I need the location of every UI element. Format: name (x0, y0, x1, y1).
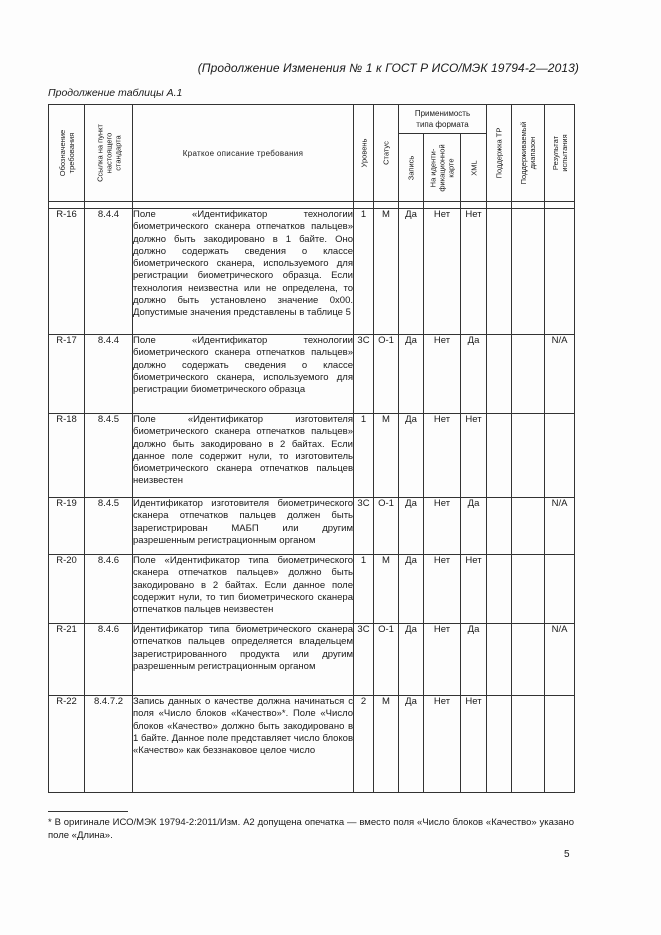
req-record: Да (399, 498, 424, 555)
req-description: Идентификатор изготовителя биометрического сканера отпечатков пальцев должен быть зарегистрирован МАБП или другим разрешенным регистрационным органом (133, 498, 354, 555)
req-tr-support (487, 414, 512, 498)
table-row (49, 696, 575, 793)
header-designation: Обозначение требования (49, 105, 85, 202)
req-range (512, 414, 545, 498)
page-number: 5 (564, 849, 570, 860)
req-xml: Да (461, 498, 487, 555)
req-id: R-21 (49, 624, 85, 696)
req-xml: Да (461, 335, 487, 414)
req-description: Поле «Идентификатор изготовителя биометрического сканера отпечатков пальцев» должно быть закодировано в 2 байтах. Если данное поле содержит нули, то изготовитель биометрического сканера отпечатков пальцев неизвестен (133, 414, 354, 498)
req-description: Идентификатор типа биометрического сканера отпечатков пальцев определяется владельцем зарегистрированного продукта или другим разрешенным регистрационным органом (133, 624, 354, 696)
req-id: R-17 (49, 335, 85, 414)
req-tr-support (487, 624, 512, 696)
req-xml: Нет (461, 414, 487, 498)
req-level: 3С (354, 498, 374, 555)
req-status: М (374, 209, 399, 335)
req-range (512, 624, 545, 696)
req-tr-support (487, 555, 512, 624)
req-tr-support (487, 498, 512, 555)
req-id: R-22 (49, 696, 85, 793)
req-result: N/A (545, 498, 575, 555)
header-spacer-row (49, 202, 575, 209)
req-description: Поле «Идентификатор технологии биометрического сканера отпечатков пальцев» должно быть закодировано в 1 байте. Оно должно содержать сведения о классе биометрического сканера, используемого для регистрации биометрического образца. Если технология неизвестна или не определена, то должно быть установлено значение 0x00. Допустимые значения представлены в таблице 5 (133, 209, 354, 335)
req-status: М (374, 696, 399, 793)
header-applicability: Применимость типа формата (399, 105, 487, 134)
req-tr-support (487, 209, 512, 335)
header-id-card: На иденти- фикационной карте (424, 134, 461, 202)
req-level: 1 (354, 414, 374, 498)
req-result (545, 414, 575, 498)
req-status: О-1 (374, 624, 399, 696)
table-row (49, 498, 575, 555)
req-id-card: Нет (424, 335, 461, 414)
req-record: Да (399, 414, 424, 498)
req-record: Да (399, 555, 424, 624)
req-status: О-1 (374, 498, 399, 555)
req-xml: Нет (461, 555, 487, 624)
running-title: (Продолжение Изменения № 1 к ГОСТ Р ИСО/МЭК 19794-2—2013) (197, 61, 579, 75)
req-id-card: Нет (424, 624, 461, 696)
req-xml: Нет (461, 696, 487, 793)
header-status: Статус (374, 105, 399, 202)
req-tr-support (487, 335, 512, 414)
req-ref: 8.4.4 (85, 335, 133, 414)
req-status: О-1 (374, 335, 399, 414)
req-id-card: Нет (424, 209, 461, 335)
table-row (49, 414, 575, 498)
req-ref: 8.4.4 (85, 209, 133, 335)
req-result (545, 696, 575, 793)
table-row (49, 555, 575, 624)
req-ref: 8.4.6 (85, 555, 133, 624)
req-status: М (374, 414, 399, 498)
req-description: Поле «Идентификатор типа биометрического сканера отпечатков пальцев» должно быть закодировано в 2 байтах. Если данное поле содержит нули, то тип биометрического сканера отпечатков пальцев неизвестен (133, 555, 354, 624)
req-xml: Нет (461, 209, 487, 335)
req-level: 2 (354, 696, 374, 793)
req-range (512, 555, 545, 624)
req-description: Поле «Идентификатор технологии биометрического сканера отпечатков пальцев» должно содержать сведения о классе биометрического сканера, используемого для регистрации биометрического образца (133, 335, 354, 414)
req-range (512, 696, 545, 793)
req-level: 3С (354, 624, 374, 696)
req-level: 1 (354, 209, 374, 335)
req-record: Да (399, 335, 424, 414)
req-id: R-18 (49, 414, 85, 498)
req-id: R-20 (49, 555, 85, 624)
req-description: Запись данных о качестве должна начинаться с поля «Число блоков «Качество»*. Поле «Число блоков «Качество» должно быть закодировано в 1 байте. Данное поле представляет число блоков «Качество» как беззнаковое целое число (133, 696, 354, 793)
table-row (49, 624, 575, 696)
req-status: М (374, 555, 399, 624)
table-row (49, 209, 575, 335)
req-result: N/A (545, 335, 575, 414)
req-record: Да (399, 696, 424, 793)
table-row (49, 335, 575, 414)
header-description: Краткое описание требования (133, 105, 354, 202)
req-ref: 8.4.5 (85, 498, 133, 555)
header-level: Уровень (354, 105, 374, 202)
footnote-rule (48, 811, 128, 812)
header-reference: Ссылка на пункт настоящего стандарта (85, 105, 133, 202)
req-result (545, 209, 575, 335)
header-xml: XML (461, 134, 487, 202)
req-result: N/A (545, 624, 575, 696)
req-id-card: Нет (424, 696, 461, 793)
req-xml: Да (461, 624, 487, 696)
req-level: 3С (354, 335, 374, 414)
req-record: Да (399, 624, 424, 696)
req-id-card: Нет (424, 498, 461, 555)
req-id: R-19 (49, 498, 85, 555)
header-tr-support: Поддержка ТР (487, 105, 512, 202)
req-range (512, 498, 545, 555)
req-id-card: Нет (424, 555, 461, 624)
req-range (512, 335, 545, 414)
req-level: 1 (354, 555, 374, 624)
footnote: * В оригинале ИСО/МЭК 19794-2:2011/Изм. А2 допущена опечатка — вместо поля «Число блоков «Качество» указано поле «Длина». (48, 817, 574, 841)
header-supported-range: Поддерживаемый диапазон (512, 105, 545, 202)
header-test-result: Результат испытания (545, 105, 575, 202)
req-ref: 8.4.7.2 (85, 696, 133, 793)
header-record: Запись (399, 134, 424, 202)
req-id-card: Нет (424, 414, 461, 498)
req-tr-support (487, 696, 512, 793)
table-caption: Продолжение таблицы А.1 (48, 87, 183, 99)
req-ref: 8.4.6 (85, 624, 133, 696)
req-id: R-16 (49, 209, 85, 335)
req-record: Да (399, 209, 424, 335)
req-ref: 8.4.5 (85, 414, 133, 498)
req-result (545, 555, 575, 624)
req-range (512, 209, 545, 335)
requirements-table (48, 104, 575, 793)
